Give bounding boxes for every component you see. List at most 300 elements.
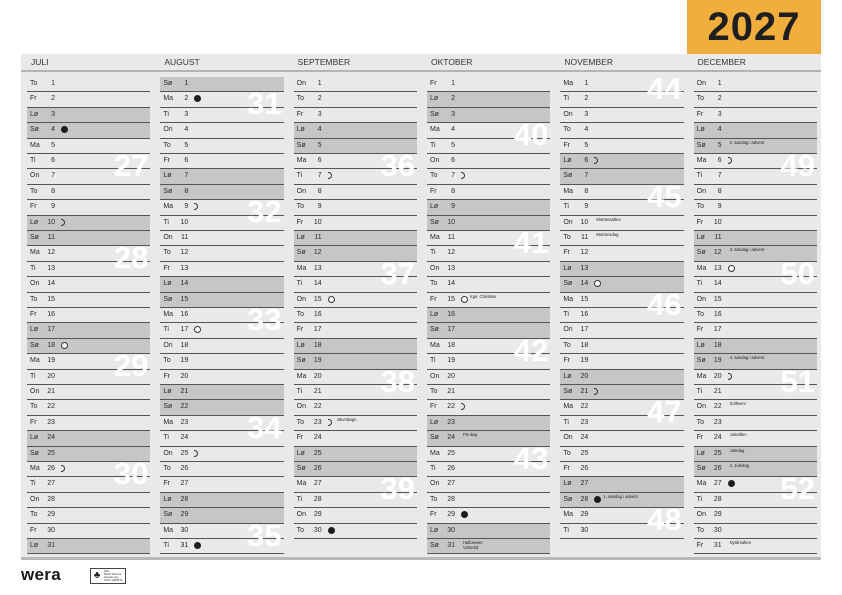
day-number: 27 bbox=[180, 480, 189, 488]
weekday-label: On bbox=[30, 280, 40, 288]
weekday-label: Ma bbox=[563, 80, 574, 87]
day-number: 22 bbox=[447, 403, 455, 411]
day-note bbox=[730, 355, 764, 360]
day-number: 13 bbox=[580, 264, 589, 272]
weekday-label: On bbox=[563, 110, 573, 118]
week-number: 45 bbox=[647, 178, 682, 214]
day-number: 30 bbox=[313, 526, 322, 534]
day-note bbox=[337, 417, 357, 422]
weekday-label: Sø bbox=[696, 141, 706, 149]
day-row bbox=[560, 477, 683, 492]
weekday-label: Ma bbox=[563, 511, 574, 519]
day-number: 9 bbox=[184, 203, 189, 211]
day-number: 18 bbox=[180, 341, 189, 349]
half-moon-icon bbox=[594, 388, 598, 395]
day-number: 12 bbox=[47, 249, 55, 257]
new-moon-icon bbox=[328, 296, 335, 303]
weekday-label: Ma bbox=[563, 187, 574, 195]
weekday-label: To bbox=[296, 311, 305, 318]
weekday-label: Fr bbox=[430, 80, 437, 87]
day-row bbox=[694, 524, 817, 539]
day-row bbox=[160, 246, 283, 261]
day-number: 14 bbox=[447, 280, 455, 288]
week-number: 41 bbox=[513, 225, 549, 260]
weekday-label: Ti bbox=[696, 495, 703, 503]
day-number: 27 bbox=[447, 480, 455, 488]
day-number: 14 bbox=[47, 280, 55, 288]
day-number: 8 bbox=[717, 187, 722, 195]
weekday-label: Ti bbox=[163, 110, 169, 118]
day-number: 7 bbox=[584, 172, 589, 180]
day-number: 29 bbox=[180, 511, 189, 519]
day-number: 20 bbox=[47, 372, 55, 380]
day-number: 20 bbox=[313, 372, 322, 380]
day-number: 2 bbox=[451, 95, 455, 103]
day-number: 6 bbox=[317, 157, 322, 164]
day-number: 20 bbox=[447, 372, 455, 380]
weekday-label: Sø bbox=[163, 80, 173, 87]
day-number: 24 bbox=[180, 434, 189, 442]
weekday-label: Sø bbox=[696, 465, 706, 472]
day-row bbox=[160, 493, 283, 508]
day-row bbox=[427, 539, 550, 554]
weekday-label: On bbox=[296, 511, 306, 519]
day-number: 9 bbox=[451, 203, 455, 211]
day-number: 17 bbox=[447, 326, 455, 334]
half-moon-icon bbox=[194, 450, 198, 457]
weekday-label: Fr bbox=[696, 326, 704, 334]
day-number: 10 bbox=[447, 218, 455, 226]
weekday-label: Fr bbox=[563, 249, 570, 257]
day-row bbox=[294, 524, 417, 539]
day-row bbox=[160, 231, 283, 246]
day-row bbox=[694, 416, 817, 431]
day-number: 25 bbox=[713, 449, 722, 457]
day-number: 1 bbox=[184, 80, 189, 87]
week-number: 34 bbox=[247, 409, 282, 445]
day-row bbox=[160, 139, 283, 154]
day-number: 27 bbox=[313, 480, 322, 488]
weekday-label: To bbox=[163, 465, 171, 472]
day-number: 30 bbox=[713, 526, 722, 534]
day-number: 2 bbox=[584, 95, 589, 103]
weekday-label: Lø bbox=[296, 126, 305, 134]
day-number: 8 bbox=[51, 187, 55, 195]
day-row bbox=[27, 108, 150, 123]
day-note-line: 2. Juledag bbox=[729, 463, 749, 468]
day-row bbox=[160, 277, 283, 292]
day-number: 19 bbox=[580, 357, 589, 365]
day-number: 22 bbox=[47, 403, 55, 411]
day-number: 4 bbox=[51, 126, 55, 134]
day-number: 5 bbox=[51, 141, 55, 149]
day-number: 28 bbox=[713, 495, 722, 503]
weekday-label: Fr bbox=[296, 326, 304, 334]
week-number: 43 bbox=[513, 440, 549, 476]
day-row bbox=[694, 92, 817, 107]
day-number: 24 bbox=[580, 434, 589, 442]
day-number: 12 bbox=[713, 249, 722, 257]
month-column-juli bbox=[21, 77, 154, 555]
day-number: 7 bbox=[317, 172, 322, 180]
weekday-label: To bbox=[163, 249, 171, 257]
weekday-label: Fr bbox=[163, 157, 170, 164]
day-row bbox=[560, 139, 683, 154]
weekday-label: Fr bbox=[563, 141, 570, 149]
weekday-label: On bbox=[563, 326, 573, 334]
day-row bbox=[694, 108, 817, 123]
weekday-label: Ti bbox=[296, 388, 303, 395]
weekday-label: On bbox=[696, 187, 706, 195]
day-row bbox=[694, 216, 817, 231]
day-number: 23 bbox=[580, 418, 589, 426]
week-number: 27 bbox=[113, 148, 149, 183]
calendar-body bbox=[21, 77, 821, 555]
day-row bbox=[694, 431, 817, 446]
day-row bbox=[560, 354, 683, 369]
weekday-label: Lø bbox=[430, 311, 439, 318]
weekday-label: To bbox=[30, 403, 38, 411]
day-number: 12 bbox=[580, 249, 589, 257]
day-number: 12 bbox=[313, 249, 322, 257]
week-number: 52 bbox=[780, 471, 815, 507]
weekday-label: Fr bbox=[163, 480, 170, 488]
weekday-label: Ma bbox=[696, 157, 707, 164]
day-note bbox=[596, 217, 620, 222]
week-number: 51 bbox=[780, 363, 815, 399]
weekday-label: Fr bbox=[430, 295, 437, 303]
week-number: 37 bbox=[380, 255, 415, 291]
day-row bbox=[294, 431, 417, 446]
day-row bbox=[560, 231, 683, 246]
weekday-label: Ma bbox=[563, 295, 574, 303]
weekday-label: To bbox=[696, 418, 705, 426]
day-number: 26 bbox=[447, 465, 455, 472]
weekday-label: Lø bbox=[163, 388, 172, 395]
day-number: 29 bbox=[580, 511, 589, 519]
weekday-label: Ti bbox=[696, 388, 703, 395]
day-number: 13 bbox=[47, 264, 55, 272]
weekday-label: Ti bbox=[296, 172, 303, 180]
weekday-label: On bbox=[30, 172, 40, 180]
half-moon-icon bbox=[594, 157, 598, 164]
day-number: 11 bbox=[181, 234, 189, 241]
weekday-label: Ma bbox=[30, 249, 40, 257]
day-number: 12 bbox=[447, 249, 455, 257]
half-moon-icon bbox=[328, 172, 332, 179]
day-number: 26 bbox=[580, 465, 589, 472]
weekday-label: Lø bbox=[296, 234, 305, 241]
day-row bbox=[694, 77, 817, 92]
weekday-label: Ti bbox=[163, 218, 169, 226]
day-row bbox=[560, 431, 683, 446]
day-number: 28 bbox=[47, 495, 55, 503]
day-number: 18 bbox=[713, 341, 722, 349]
day-number: 18 bbox=[313, 341, 322, 349]
week-number: 29 bbox=[113, 348, 149, 384]
weekday-label: Lø bbox=[30, 542, 39, 549]
weekday-label: On bbox=[163, 126, 173, 134]
day-number: 25 bbox=[47, 449, 55, 457]
weekday-label: Sø bbox=[163, 295, 173, 303]
weekday-label: Sø bbox=[430, 434, 439, 442]
day-number: 10 bbox=[580, 218, 589, 226]
week-number: 35 bbox=[247, 517, 282, 553]
bottom-divider bbox=[21, 557, 821, 560]
weekday-label: Fr bbox=[296, 110, 304, 118]
weekday-label: Ti bbox=[563, 418, 569, 426]
full-moon-icon bbox=[194, 542, 201, 549]
week-number: 46 bbox=[647, 286, 682, 322]
weekday-label: Ma bbox=[296, 157, 307, 164]
weekday-label: Ti bbox=[563, 311, 569, 318]
day-note-line: Solhverv bbox=[729, 401, 746, 407]
day-number: 2 bbox=[51, 95, 55, 103]
weekday-label: Ti bbox=[30, 372, 36, 380]
day-row bbox=[160, 154, 283, 169]
month-header-september: SEPTEMBER bbox=[297, 57, 351, 67]
day-row bbox=[294, 231, 417, 246]
day-number: 14 bbox=[713, 280, 722, 288]
weekday-label: On bbox=[296, 80, 306, 87]
month-header-oktober: OKTOBER bbox=[431, 57, 473, 67]
day-number: 3 bbox=[51, 110, 55, 118]
day-number: 8 bbox=[184, 187, 189, 195]
day-number: 5 bbox=[451, 141, 455, 149]
weekday-label: Ti bbox=[430, 141, 436, 149]
weekday-label: Ti bbox=[163, 434, 169, 442]
day-row bbox=[560, 462, 683, 477]
day-note bbox=[730, 432, 747, 437]
day-number: 16 bbox=[180, 311, 189, 318]
day-number: 15 bbox=[47, 295, 55, 303]
weekday-label: Ma bbox=[563, 403, 574, 411]
day-note bbox=[730, 540, 751, 545]
weekday-label: On bbox=[696, 511, 706, 519]
day-number: 31 bbox=[47, 542, 55, 549]
day-row bbox=[427, 169, 550, 184]
weekday-label: To bbox=[30, 295, 38, 303]
weekday-label: Ti bbox=[296, 280, 303, 288]
day-number: 15 bbox=[447, 295, 455, 303]
weekday-label: Fr bbox=[296, 218, 304, 226]
day-row bbox=[27, 92, 150, 107]
weekday-label: Lø bbox=[563, 480, 572, 488]
day-number: 9 bbox=[717, 203, 722, 211]
day-number: 8 bbox=[584, 187, 589, 195]
day-row bbox=[560, 246, 683, 261]
day-number: 14 bbox=[313, 280, 322, 288]
weekday-label: Fr bbox=[430, 511, 437, 519]
day-number: 29 bbox=[313, 511, 322, 519]
weekday-label: To bbox=[696, 311, 705, 318]
day-number: 9 bbox=[584, 203, 589, 211]
day-row bbox=[27, 539, 150, 554]
day-number: 3 bbox=[717, 110, 722, 118]
day-note-line: 1. søndag i advent bbox=[603, 493, 638, 499]
day-row bbox=[427, 385, 550, 400]
day-row bbox=[160, 169, 283, 184]
week-number: 40 bbox=[513, 117, 549, 153]
day-number: 7 bbox=[451, 172, 455, 180]
day-note bbox=[596, 232, 618, 237]
weekday-label: Ti bbox=[696, 172, 703, 180]
weekday-label: Sø bbox=[30, 341, 39, 349]
day-row bbox=[160, 123, 283, 138]
day-row bbox=[427, 277, 550, 292]
weekday-label: Lø bbox=[296, 449, 305, 457]
day-number: 2 bbox=[184, 95, 189, 103]
weekday-label: On bbox=[163, 234, 173, 241]
weekday-label: To bbox=[563, 341, 571, 349]
day-number: 14 bbox=[180, 280, 189, 288]
day-row bbox=[694, 323, 817, 338]
weekday-label: To bbox=[30, 187, 38, 195]
day-row bbox=[427, 200, 550, 215]
day-number: 22 bbox=[580, 403, 589, 411]
weekday-label: Lø bbox=[30, 326, 39, 334]
week-number: 49 bbox=[780, 148, 815, 183]
weekday-label: On bbox=[163, 341, 173, 349]
fsc-logo bbox=[90, 568, 126, 584]
day-number: 17 bbox=[313, 326, 322, 334]
day-number: 15 bbox=[713, 295, 722, 303]
weekday-label: Fr bbox=[430, 187, 437, 195]
day-number: 11 bbox=[314, 234, 322, 241]
weekday-label: Sø bbox=[696, 357, 706, 365]
month-column-november bbox=[554, 77, 687, 555]
day-number: 28 bbox=[180, 495, 189, 503]
weekday-label: Sø bbox=[430, 218, 439, 226]
day-row bbox=[560, 262, 683, 277]
weekday-label: Ma bbox=[430, 126, 440, 134]
day-row bbox=[27, 493, 150, 508]
calendar-grid bbox=[21, 54, 821, 560]
day-row bbox=[294, 123, 417, 138]
week-number: 30 bbox=[113, 456, 149, 491]
brand-logo: wera bbox=[21, 565, 61, 584]
day-number: 30 bbox=[47, 526, 55, 534]
day-note-line: Vintertid bbox=[463, 545, 479, 550]
week-number: 39 bbox=[380, 471, 415, 507]
full-moon-icon bbox=[728, 480, 735, 487]
day-note-line: 2. søndag i advent bbox=[729, 139, 765, 145]
fsc-tree-icon: ♣ bbox=[93, 570, 101, 581]
day-row bbox=[27, 185, 150, 200]
weekday-label: To bbox=[430, 280, 438, 288]
half-moon-icon bbox=[461, 403, 465, 410]
day-number: 20 bbox=[180, 372, 189, 380]
day-row bbox=[160, 462, 283, 477]
day-number: 21 bbox=[580, 388, 589, 395]
weekday-label: To bbox=[296, 526, 305, 534]
day-number: 23 bbox=[47, 418, 55, 426]
weekday-label: To bbox=[696, 526, 705, 534]
day-note-line: Mortensdag bbox=[596, 232, 619, 237]
weekday-label: Fr bbox=[30, 203, 37, 211]
half-moon-icon bbox=[461, 172, 465, 179]
day-note-line: Nytårsaften bbox=[729, 540, 752, 545]
day-number: 31 bbox=[713, 542, 722, 549]
week-number: 42 bbox=[513, 332, 549, 368]
day-row bbox=[27, 524, 150, 539]
day-row bbox=[694, 185, 817, 200]
day-row bbox=[427, 524, 550, 539]
year-label: 2027 bbox=[707, 4, 801, 49]
weekday-label: Lø bbox=[563, 372, 572, 380]
day-row bbox=[294, 339, 417, 354]
day-row bbox=[160, 447, 283, 462]
day-row bbox=[294, 308, 417, 323]
new-moon-icon bbox=[461, 296, 468, 303]
weekday-label: Sø bbox=[563, 172, 573, 180]
day-number: 28 bbox=[313, 495, 322, 503]
day-row bbox=[294, 416, 417, 431]
day-row bbox=[427, 77, 550, 92]
day-row bbox=[160, 354, 283, 369]
day-number: 26 bbox=[180, 465, 189, 472]
day-number: 30 bbox=[580, 526, 589, 534]
weekday-label: Lø bbox=[30, 434, 39, 442]
month-header-november: NOVEMBER bbox=[564, 57, 613, 67]
weekday-label: Ma bbox=[163, 311, 174, 318]
day-number: 1 bbox=[717, 80, 722, 87]
weekday-label: On bbox=[163, 449, 173, 457]
day-number: 23 bbox=[180, 418, 189, 426]
month-column-december bbox=[688, 77, 821, 555]
day-number: 5 bbox=[184, 141, 189, 149]
day-number: 16 bbox=[313, 311, 322, 318]
day-row bbox=[694, 231, 817, 246]
day-number: 27 bbox=[47, 480, 55, 488]
day-number: 4 bbox=[317, 126, 322, 134]
weekday-label: Fr bbox=[30, 526, 37, 534]
week-number: 33 bbox=[247, 302, 282, 337]
day-row bbox=[27, 400, 150, 415]
day-row bbox=[427, 370, 550, 385]
day-row bbox=[694, 308, 817, 323]
weekday-label: Sø bbox=[430, 326, 439, 334]
day-number: 17 bbox=[180, 326, 189, 334]
day-number: 5 bbox=[717, 141, 722, 149]
day-note bbox=[730, 247, 764, 252]
day-number: 25 bbox=[447, 449, 455, 457]
week-number: 31 bbox=[247, 86, 282, 122]
weekday-label: To bbox=[563, 234, 571, 241]
weekday-label: On bbox=[430, 480, 440, 488]
day-number: 9 bbox=[317, 203, 322, 211]
weekday-label: On bbox=[430, 372, 440, 380]
weekday-label: Ma bbox=[30, 141, 40, 149]
day-row bbox=[427, 154, 550, 169]
full-moon-icon bbox=[328, 527, 335, 534]
weekday-label: On bbox=[696, 403, 706, 411]
weekday-label: Lø bbox=[696, 449, 705, 457]
day-note-line: Juleaften bbox=[729, 432, 747, 438]
day-number: 15 bbox=[580, 295, 589, 303]
weekday-label: Sø bbox=[296, 357, 306, 365]
weekday-label: On bbox=[430, 264, 440, 272]
day-row bbox=[427, 416, 550, 431]
weekday-label: Ma bbox=[430, 234, 440, 241]
day-number: 2 bbox=[317, 95, 322, 103]
half-moon-icon bbox=[61, 219, 65, 226]
day-number: 21 bbox=[313, 388, 322, 395]
day-number: 24 bbox=[47, 434, 55, 442]
weekday-label: On bbox=[430, 157, 440, 164]
weekday-label: Sø bbox=[563, 280, 573, 288]
half-moon-icon bbox=[61, 465, 65, 472]
